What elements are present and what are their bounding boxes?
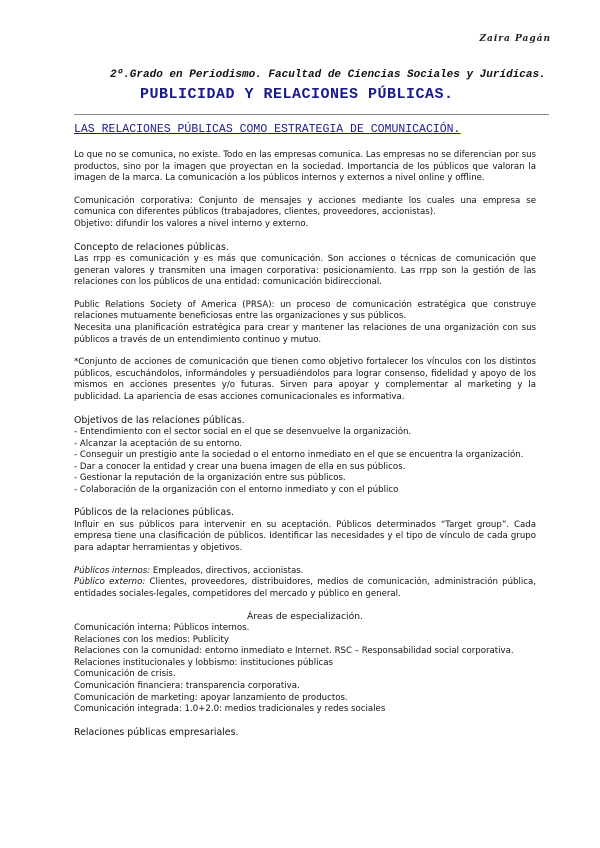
publico-externo-label: Público externo:: [74, 577, 146, 588]
conjunto-paragraph: *Conjunto de acciones de comunicación que tienen como objetivo fortalecer los vínculos con los distintos públicos, escuchándolos, informándoles y persuadiéndolos para lograr consenso, fidelidad y apoyo de los mismos en acciones presentes y/o futuras. Sirven para apoyar y complementar al marketing y la publicidad. La apariencia de esas acciones comunicacionales es informativa.: [74, 357, 536, 402]
publicos-internos: [74, 566, 536, 578]
document-body: [74, 150, 536, 739]
document-title: PUBLICIDAD Y RELACIONES PÚBLICAS.: [140, 86, 454, 103]
objetivo-item: - Colaboración de la organización con el entorno inmediato y con el público: [74, 484, 399, 495]
prsa-paragraph-2: Necesita una planificación estratégica para crear y mantener las relaciones de una organización con sus públicos a través de un entendimiento continuo y mutuo.: [74, 322, 536, 345]
publico-externo: [74, 577, 536, 600]
publicos-title: Públicos de la relaciones públicas.: [74, 507, 235, 519]
corporativa-objective: Objetivo: difundir los valores a nivel interno y externo.: [74, 218, 309, 229]
area-item: Comunicación de crisis.: [74, 669, 176, 680]
objetivo-item: - Entendimiento con el sector social en el que se desenvuelve la organización.: [74, 426, 412, 437]
area-item: Comunicación interna: Públicos internos.: [74, 623, 250, 634]
concepto-paragraph: Las rrpp es comunicación y es más que comunicación. Son acciones o técnicas de comunicación que generan valores y transmiten una imagen corporativa: posicionamiento. Las rrpp son la gestión de las relaciones con los públicos de una entidad: comunicación bidireccional.: [74, 253, 536, 288]
areas-title: Áreas de especialización.: [247, 611, 363, 623]
title-divider: [74, 114, 549, 115]
section-heading: LAS RELACIONES PÚBLICAS COMO ESTRATEGIA DE COMUNICACIÓN.: [74, 123, 461, 136]
course-subtitle: 2º.Grado en Periodismo. Facultad de Ciencias Sociales y Jurídicas.: [110, 69, 546, 81]
intro-paragraph: Lo que no se comunica, no existe. Todo en las empresas comunica. Las empresas no se diferencian por sus productos, sino por la imagen que proyectan en la sociedad. Importancia de los públicos que valoran la imagen de la marca. La comunicación a los públicos internos y externos a nivel online y offline.: [74, 150, 536, 184]
area-item: Comunicación de marketing: apoyar lanzamiento de productos.: [74, 692, 348, 703]
publicos-paragraph: Influir en sus públicos para intervenir en su aceptación. Públicos determinados “Target group”. Cada empresa tiene una clasificación de públicos. Identificar las necesidades y el tipo de vínculo de cada grupo para adaptar herramientas y objetivos.: [74, 519, 536, 554]
author-name: Zaira Pagán: [479, 34, 551, 44]
empresariales-title: Relaciones públicas empresariales.: [74, 726, 239, 738]
objetivo-item: - Alcanzar la aceptación de su entorno.: [74, 438, 243, 449]
area-item: Comunicación financiera: transparencia corporativa.: [74, 681, 300, 691]
objetivos-title: Objetivos de las relaciones públicas.: [74, 414, 245, 426]
corporativa-definition: Comunicación corporativa: Conjunto de mensajes y acciones mediante los cuales una empresa se comunica con diferentes públicos (trabajadores, clientes, proveedores, accionistas).: [74, 195, 536, 218]
publicos-internos-text: Empleados, directivos, accionistas.: [150, 565, 304, 576]
prsa-paragraph: Public Relations Society of America (PRSA): un proceso de comunicación estratégica que construye relaciones mutuamente beneficiosas entre las organizaciones y sus públicos.: [74, 299, 536, 322]
area-item: Comunicación integrada: 1.0+2.0: medios tradicionales y redes sociales: [74, 704, 386, 715]
objetivo-item: - Gestionar la reputación de la organización entre sus públicos.: [74, 473, 346, 484]
concepto-title: Concepto de relaciones públicas.: [74, 241, 229, 253]
area-item: Relaciones con la comunidad: entorno inmediato e Internet. RSC – Responsabilidad social corporativa.: [74, 646, 514, 657]
area-item: Relaciones institucionales y lobbismo: instituciones públicas: [74, 657, 333, 668]
publico-externo-text: Clientes, proveedores, distribuidores, medios de comunicación, administración pública, entidades sociales-legales, competidores del mercado y público en general.: [74, 577, 536, 599]
objetivo-item: - Dar a conocer la entidad y crear una buena imagen de ella en sus públicos.: [74, 461, 406, 472]
publicos-internos-label: Públicos internos:: [74, 565, 151, 576]
objetivo-item: - Conseguir un prestigio ante la sociedad o el entorno inmediato en el que se encuentra la organización.: [74, 450, 524, 461]
area-item: Relaciones con los medios: Publicity: [74, 634, 229, 645]
